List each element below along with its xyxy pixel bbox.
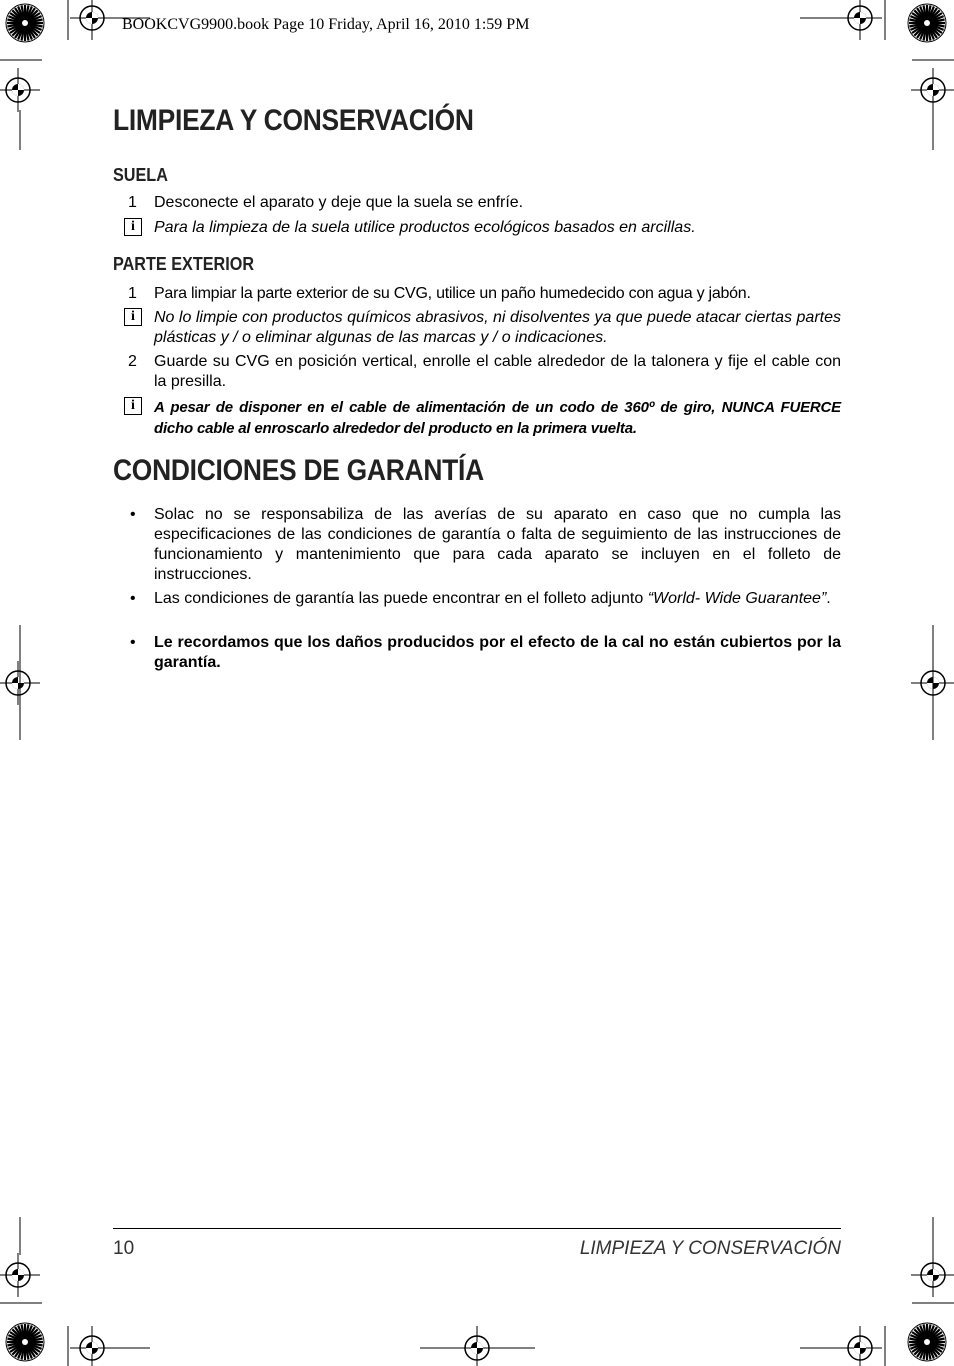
section-title-warranty: CONDICIONES DE GARANTÍA: [113, 454, 484, 487]
note: [124, 308, 841, 350]
warranty-text: [154, 589, 841, 609]
bullet: •: [130, 634, 136, 651]
note: [124, 218, 841, 238]
warranty-text-prefix: Las condiciones de garantía las puede encontrar en el folleto adjunto: [154, 590, 648, 607]
warranty-text: Le recordamos que los daños producidos por el efecto de la cal no están cubiertos por la garantía.: [154, 634, 841, 671]
info-icon: i: [124, 218, 142, 236]
warranty-text-suffix: .: [826, 590, 831, 607]
note-text: No lo limpie con productos químicos abrasivos, ni disolventes ya que puede atacar ciertas partes plásticas y / o eliminar algunas de las marcas y / o indicaciones.: [154, 309, 841, 346]
warranty-text: Solac no se responsabiliza de las averías de su aparato en caso que no cumpla las especificaciones de las condiciones de garantía o falta de seguimiento de las instrucciones de funcionamiento y mantenimiento que para cada aparato se incluyen en el folleto de instrucciones.: [154, 506, 841, 583]
subheading-sole: SUELA: [113, 165, 168, 185]
list-item: [124, 193, 841, 213]
info-icon: i: [124, 308, 142, 326]
step-number: 1: [128, 285, 137, 302]
running-title: LIMPIEZA Y CONSERVACIÓN: [579, 1238, 841, 1259]
step-text: Guarde su CVG en posición vertical, enrolle el cable alrededor de la talonera y fije el cable con la presilla.: [154, 353, 841, 390]
subheading-exterior: PARTE EXTERIOR: [113, 254, 255, 274]
note-text: A pesar de disponer en el cable de alimentación de un codo de 360º de giro, NUNCA FUERCE dicho cable al enroscarlo alrededor del producto en la primera vuelta.: [154, 399, 841, 437]
warning-note: [124, 397, 841, 439]
list-item: [124, 633, 841, 675]
list-item: [124, 589, 841, 631]
book-file-info: BOOKCVG9900.book Page 10 Friday, April 16, 2010 1:59 PM: [122, 16, 530, 33]
step-number: 1: [128, 194, 137, 211]
info-icon: i: [124, 397, 142, 415]
footer-rule: [113, 1228, 841, 1229]
step-text: Desconecte el aparato y deje que la suela se enfríe.: [154, 194, 524, 211]
bullet: •: [130, 506, 136, 523]
step-text: Para limpiar la parte exterior de su CVG, utilice un paño humedecido con agua y jabón.: [154, 285, 751, 302]
guarantee-title: “World- Wide Guarantee”: [647, 590, 827, 607]
list-item: [124, 284, 841, 304]
page-number: 10: [113, 1238, 135, 1259]
list-item: [124, 505, 841, 587]
step-number: 2: [128, 353, 137, 370]
bullet: •: [130, 590, 136, 607]
note-text: Para la limpieza de la suela utilice productos ecológicos basados en arcillas.: [154, 219, 696, 236]
section-title-cleaning: LIMPIEZA Y CONSERVACIÓN: [113, 104, 474, 137]
list-item: [124, 352, 841, 394]
